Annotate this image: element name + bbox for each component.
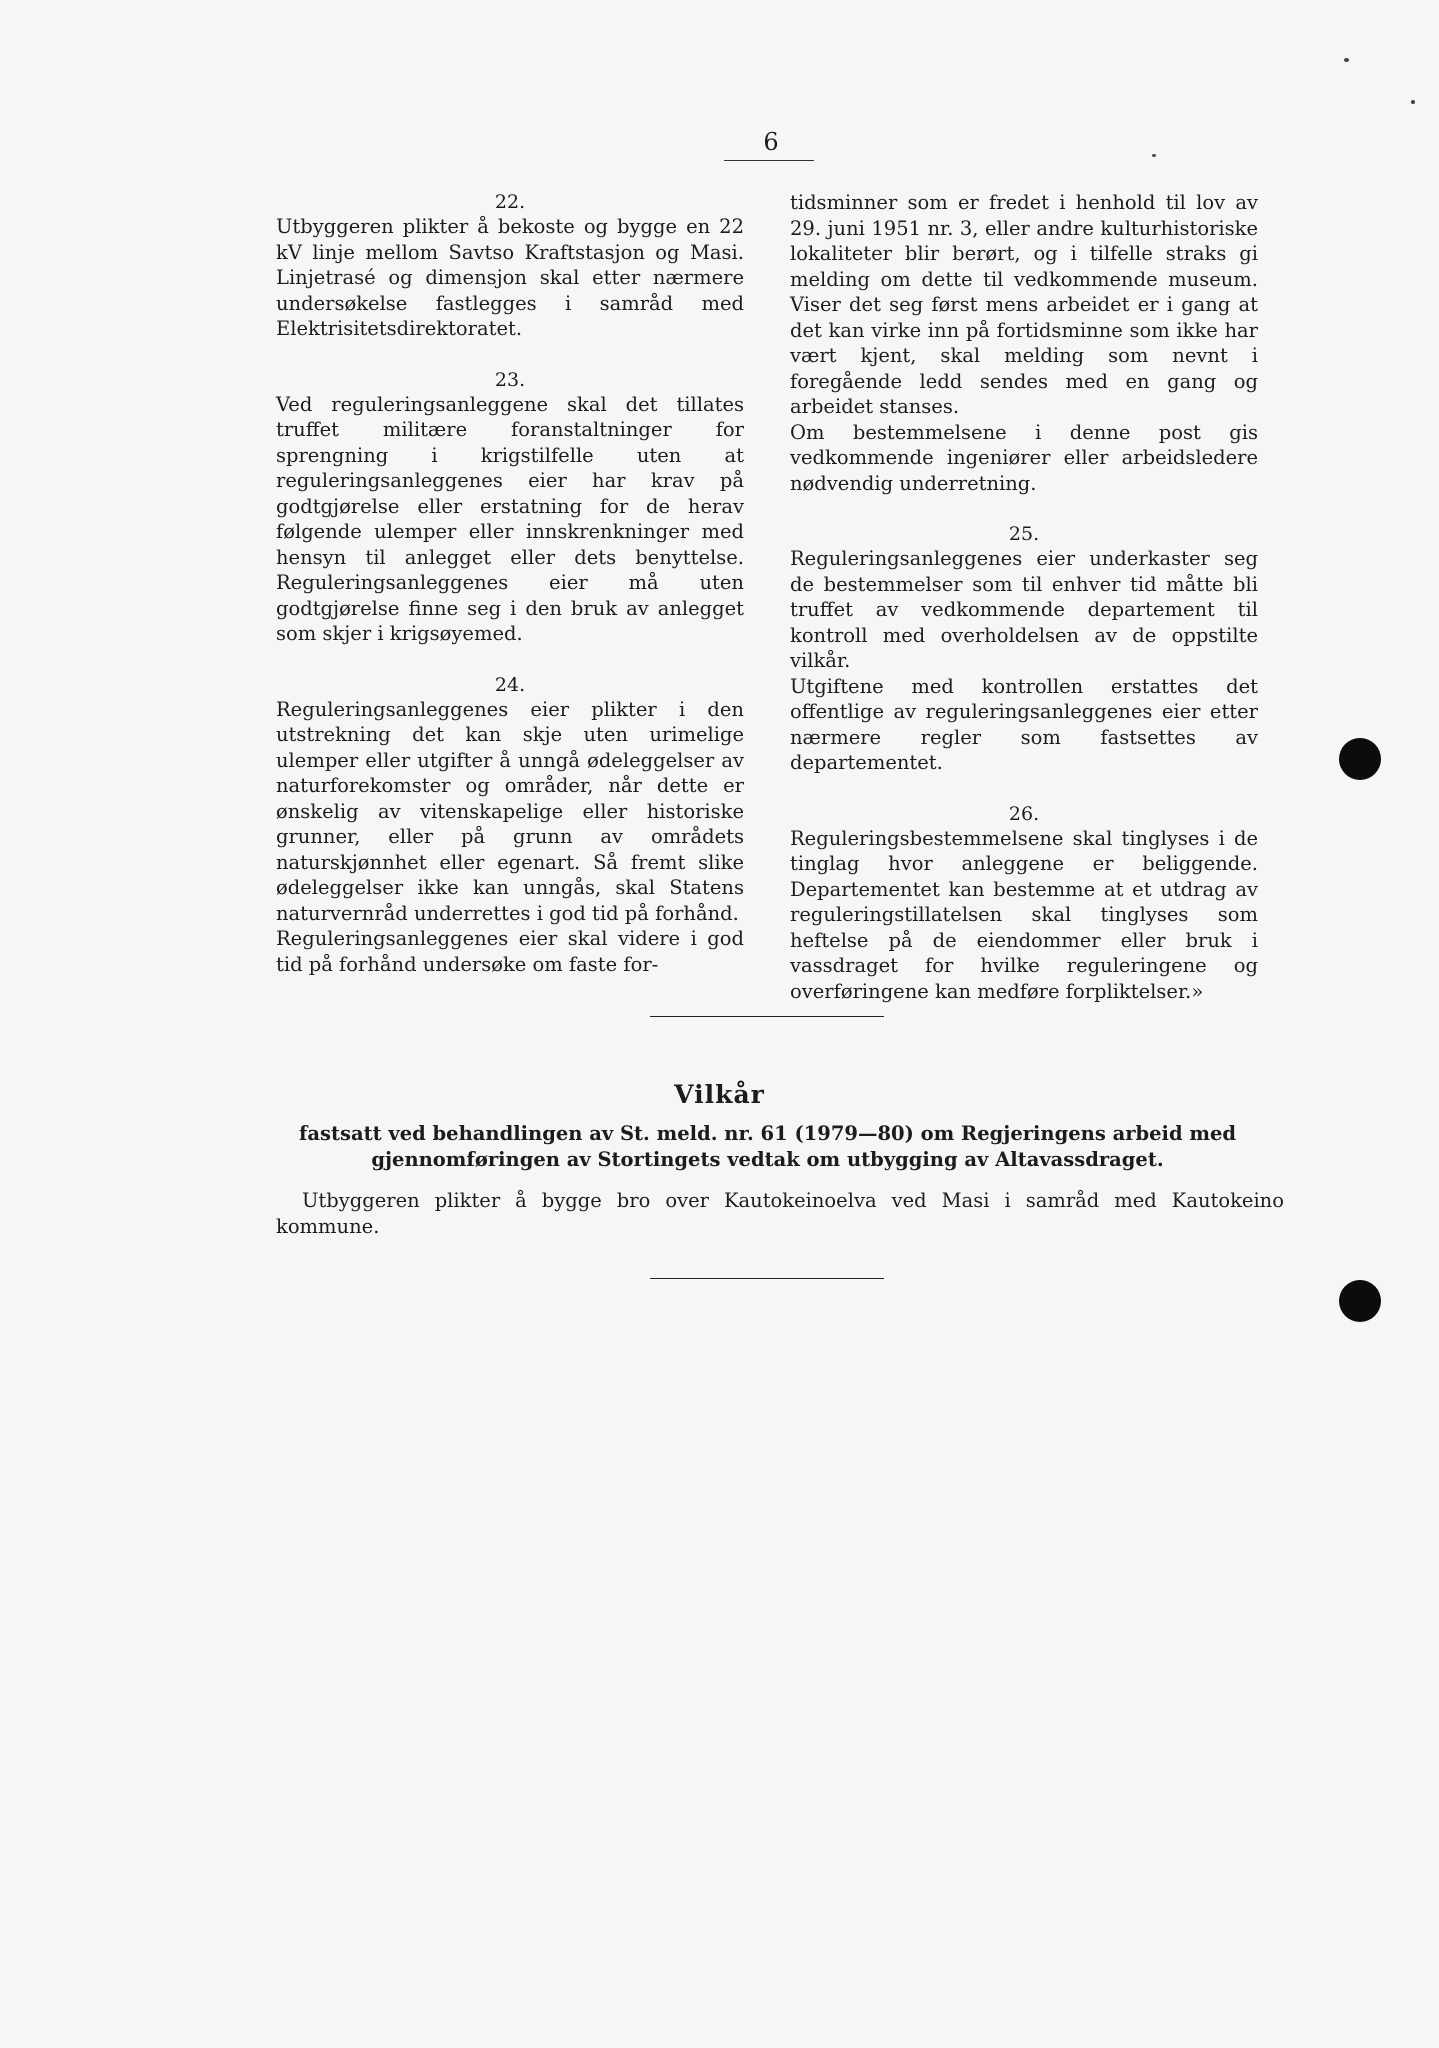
section-22-paragraph: Utbyggeren plikter å bekoste og bygge en 22 kV linje mellom Savtso Kraftstasjon og Masi. Linjetrasé og dimensjon skal etter nærmere undersøkelse fastlegges i samråd med Elektrisitetsdirektoratet. <box>276 215 744 340</box>
section-number-25: 25. <box>1008 523 1040 545</box>
section-23-paragraph: Ved reguleringsanleggene skal det tillates truffet militære foranstaltninger for sprengning i krigstilfelle uten at reguleringsanleggenes eier har krav på godtgjørelse eller erstatning for de herav følgende ulemper eller innskrenkninger med hensyn til anlegget eller dets benyttelse. Reguleringsanleggenes eier må uten godtgjørelse finne seg i den bruk av anlegget som skjer i krigsøyemed. <box>276 392 744 645</box>
page-number-rule <box>724 160 814 161</box>
scan-speck <box>1152 154 1156 157</box>
section-26-paragraph: Reguleringsbestemmelsene skal tinglyses i de tinglag hvor anleggene er beliggende. Departementet kan bestemme at et utdrag av reguleringstillatelsen skal tinglyses som heftelse på de eiendommer eller bruk i vassdraget for hvilke reguleringene og overføringene kan medføre forpliktelser.» <box>790 826 1258 1003</box>
section-25-paragraph-2: Utgiftene med kontrollen erstattes det offentlige av reguleringsanleggenes eier etter nærmere regler som fastsettes av departementet. <box>790 674 1258 774</box>
divider-rule-bottom <box>650 1278 884 1279</box>
scan-speck <box>1344 58 1349 62</box>
vilkar-heading: Vilkår <box>674 1080 765 1109</box>
section-25-paragraph-1: Reguleringsanleggenes eier underkaster seg de bestemmelser som til enhver tid måtte bli truffet av vedkommende departement til kontroll med overholdelsen av de oppstilte vilkår. <box>790 547 1258 672</box>
section-number-23: 23. <box>494 368 526 391</box>
punch-hole-icon <box>1339 738 1381 780</box>
section-24-continuation-1: tidsminner som er fredet i henhold til lov av 29. juni 1951 nr. 3, eller andre kulturhistoriske lokaliteter blir berørt, og i tilfelle straks gi melding om dette til vedkommende museum. Viser det seg først mens arbeidet er i gang at det kan virke inn på fortidsminne som ikke har vært kjent, skal melding som nevnt i foregående ledd sendes med en gang og arbeidet stanses. <box>790 191 1258 418</box>
left-column <box>276 190 744 977</box>
divider-rule-top <box>650 1016 884 1017</box>
section-number-26: 26. <box>1008 802 1040 825</box>
vilkar-body: Utbyggeren plikter å bygge bro over Kautokeinoelva ved Masi i samråd med Kautokeino kommune. <box>276 1189 1284 1238</box>
right-column <box>790 190 1258 1004</box>
section-24-paragraph-1: Reguleringsanleggenes eier plikter i den utstrekning det kan skje uten urimelige ulemper eller utgifter å unngå ødeleggelser av naturforekomster og områder, når dette er ønskelig av vitenskapelige eller historiske grunner, eller på grunn av områdets naturskjønnhet eller egenart. Så fremt slike ødeleggelser ikke kan unngås, skal Statens naturvernråd underrettes i god tid på forhånd. <box>276 697 744 925</box>
section-number-22: 22. <box>494 191 526 213</box>
scan-speck <box>1411 100 1415 104</box>
punch-hole-icon <box>1339 1280 1381 1322</box>
section-number-24: 24. <box>494 673 526 696</box>
section-24-paragraph-2: Reguleringsanleggenes eier skal videre i god tid på forhånd undersøke om faste for- <box>276 927 744 976</box>
page-number: 6 <box>763 128 779 156</box>
vilkar-subtitle: fastsatt ved behandlingen av St. meld. nr. 61 (1979—80) om Regjeringens arbeid med gjennomføringen av Stortingets vedtak om utbygging av Altavassdraget. <box>298 1122 1237 1171</box>
section-24-continuation-2: Om bestemmelsene i denne post gis vedkommende ingeniører eller arbeidsledere nødvendig underretning. <box>790 420 1258 495</box>
